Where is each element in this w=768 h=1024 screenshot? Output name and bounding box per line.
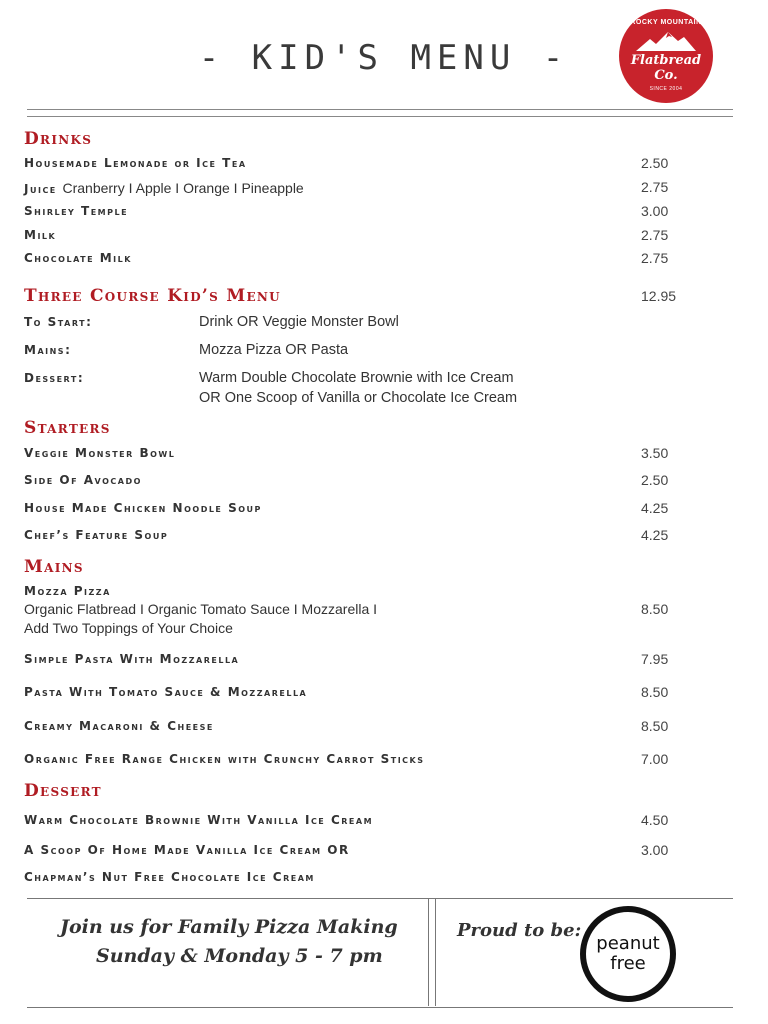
drink-item [24,156,247,170]
drink-price: 2.75 [641,250,669,266]
drink-name: Housemade Lemonade or Ice Tea [24,156,247,170]
three-course-price: 12.95 [641,288,677,304]
peanut-free-badge [580,906,676,1002]
pizza-detail-line: Add Two Toppings of Your Choice [24,620,233,636]
dessert-name: Warm Chocolate Brownie With Vanilla Ice Cream [24,813,374,827]
drink-item [24,251,132,265]
drink-detail: Cranberry I Apple I Orange I Pineapple [62,180,304,196]
logo-brand: Flatbread Co. [630,53,702,83]
dessert-name: A Scoop Of Home Made Vanilla Ice Cream OR [24,843,350,857]
page-title: - KID'S MENU - [198,38,570,78]
dessert-price: 4.50 [641,812,669,828]
main-price: 8.50 [641,684,669,700]
header-divider-2 [27,116,733,117]
drink-price: 3.00 [641,203,669,219]
drink-name: Chocolate Milk [24,251,132,265]
starter-name: House Made Chicken Noodle Soup [24,501,262,515]
brand-logo [619,9,713,103]
drink-price: 2.75 [641,179,669,195]
promo-line: Join us for Family Pizza Making [60,916,398,938]
proud-label: Proud to be: [457,920,582,941]
drink-item [24,228,56,242]
main-name: Pasta With Tomato Sauce & Mozzarella [24,685,308,699]
main-name: Organic Free Range Chicken with Crunchy Carrot Sticks [24,752,425,766]
drink-name: Shirley Temple [24,204,129,218]
course-desc-continued: OR One Scoop of Vanilla or Chocolate Ice Cream [199,390,518,406]
drink-name: Juice [24,182,57,196]
drink-item [24,180,304,196]
drink-name: Milk [24,228,57,242]
section-drinks-heading: Drinks [24,129,93,149]
course-desc: Drink OR Veggie Monster Bowl [199,314,399,330]
starter-price: 3.50 [641,445,669,461]
starter-price: 2.50 [641,472,669,488]
starter-name: Chef’s Feature Soup [24,528,169,542]
drink-item [24,204,128,218]
pizza-detail-line: Organic Flatbread I Organic Tomato Sauce I Mozzarella I [24,601,378,617]
mountain-icon [636,29,696,53]
dessert-price: 3.00 [641,842,669,858]
badge-line: free [610,953,646,974]
main-name: Creamy Macaroni & Cheese [24,719,214,733]
course-desc: Mozza Pizza OR Pasta [199,342,349,358]
main-price: 8.50 [641,718,669,734]
main-price: 7.00 [641,751,669,767]
main-price: 8.50 [641,601,669,617]
main-name: Mozza Pizza [24,584,111,598]
section-dessert-heading: Dessert [24,781,102,801]
section-starters-heading: Starters [24,418,111,438]
footer-divider [428,898,429,1006]
badge-line: peanut [596,933,660,954]
drink-price: 2.50 [641,155,669,171]
main-price: 7.95 [641,651,669,667]
drink-price: 2.75 [641,227,669,243]
dessert-name: Chapman’s Nut Free Chocolate Ice Cream [24,870,315,884]
promo-line: Sunday & Monday 5 - 7 pm [96,945,383,967]
course-desc: Warm Double Chocolate Brownie with Ice Cream [199,370,514,386]
footer-divider-2 [435,898,436,1006]
section-mains-heading: Mains [24,557,84,577]
course-label: Mains: [24,343,72,357]
main-name: Simple Pasta With Mozzarella [24,652,240,666]
starter-price: 4.25 [641,500,669,516]
course-label: To Start: [24,315,93,329]
starter-name: Veggie Monster Bowl [24,446,176,460]
logo-since: SINCE 2004 [649,86,683,92]
starter-price: 4.25 [641,527,669,543]
section-three-course-heading: Three Course Kid’s Menu [24,286,281,306]
logo-top-text: ROCKY MOUNTAIN [630,19,702,26]
starter-name: Side Of Avocado [24,473,142,487]
header-divider [27,109,733,110]
course-label: Dessert: [24,371,85,385]
